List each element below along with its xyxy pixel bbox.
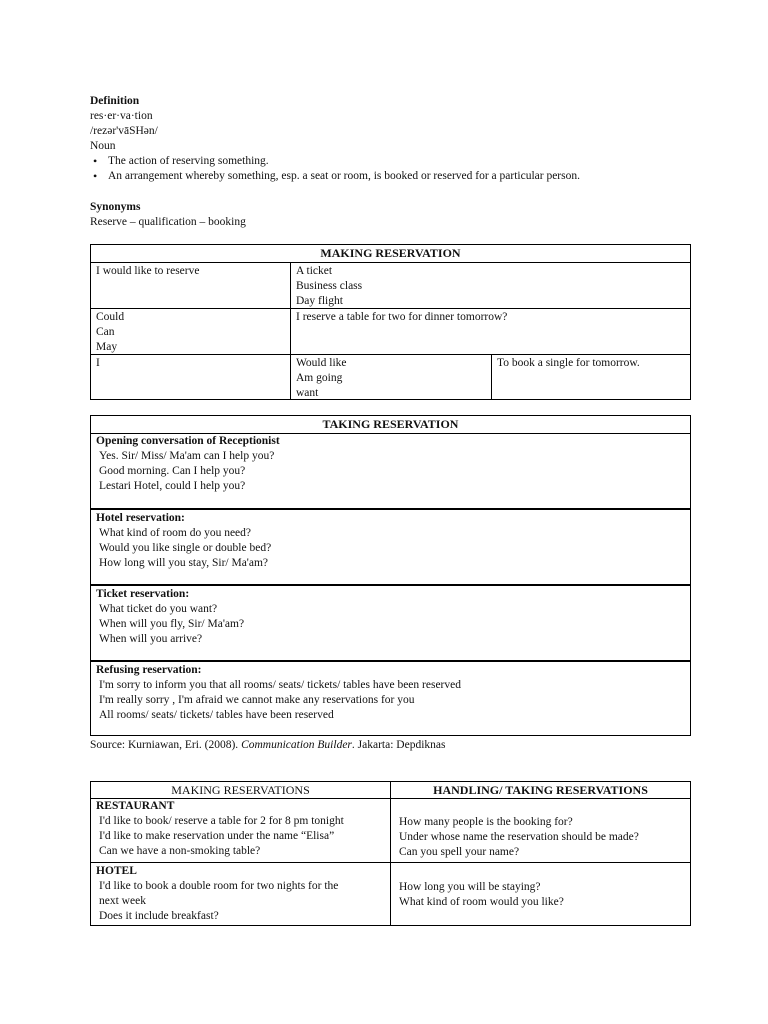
making-row2-left: Could Can May (96, 311, 125, 353)
making-row3-right: To book a single for tomorrow. (497, 357, 640, 369)
making-row2-right: I reserve a table for two for dinner tomorrow? (296, 311, 508, 323)
definition-section (90, 94, 580, 184)
hotel-heading: HOTEL (96, 865, 137, 877)
handling-header-right: HANDLING/ TAKING RESERVATIONS (433, 783, 648, 797)
restaurant-heading: RESTAURANT (96, 800, 175, 812)
taking-reservation-table (90, 415, 691, 736)
source-title: Communication Builder (241, 739, 352, 751)
making-row1-left: I would like to reserve (96, 265, 200, 277)
definition-bullets (90, 154, 580, 184)
synonyms-heading: Synonyms (90, 201, 141, 213)
definition-heading: Definition (90, 95, 140, 107)
hotel-handling-cell: How long you will be staying? What kind of room would you like? (399, 881, 564, 908)
handling-header-left: MAKING RESERVATIONS (171, 783, 310, 797)
definition-word: res·er·va·tion (90, 110, 153, 122)
handling-reservations-table (90, 781, 691, 926)
source-citation: Source: Kurniawan, Eri. (2008). Communication Builder. Jakarta: Depdiknas (90, 739, 446, 751)
making-reservation-table (90, 244, 691, 400)
synonyms-text: Reserve – qualification – booking (90, 216, 246, 228)
definition-pos: Noun (90, 140, 116, 152)
restaurant-making-cell: RESTAURANT I'd like to book/ reserve a table for 2 for 8 pm tonight I'd like to make reservation under the name “Elisa” Can we have a non-smoking table? (91, 798, 390, 860)
taking-section-opening: Opening conversation of Receptionist Yes. Sir/ Miss/ Ma'am can I help you? Good morning. Can I help you? Lestari Hotel, could I help you? (96, 435, 280, 492)
restaurant-handling-cell: How many people is the booking for? Under whose name the reservation should be made? Can you spell your name? (399, 816, 639, 858)
taking-section-hotel: Hotel reservation: What kind of room do you need? Would you like single or double bed? How long will you stay, Sir/ Ma'am? (96, 512, 272, 569)
taking-section-ticket: Ticket reservation: What ticket do you want? When will you fly, Sir/ Ma'am? When will you arrive? (96, 588, 245, 645)
definition-bullet: • An arrangement whereby something, esp. a seat or room, is booked or reserved for a particular person. (90, 169, 580, 184)
hotel-making-cell: HOTEL I'd like to book a double room for two nights for the next week Does it include breakfast? (91, 863, 390, 925)
definition-bullet: • The action of reserving something. (90, 154, 580, 169)
making-table-title: MAKING RESERVATION (320, 246, 461, 260)
definition-pronunciation: /rezər'vāSHən/ (90, 125, 158, 137)
making-row1-right: A ticket Business class Day flight (296, 265, 363, 307)
making-row3-middle: Would like Am going want (296, 357, 347, 399)
taking-section-refusing: Refusing reservation: I'm sorry to inform you that all rooms/ seats/ tickets/ tables have been reserved I'm really sorry , I'm afraid we cannot make any reservations for you All rooms/ seats/ tickets/ tables have been reserved (96, 664, 461, 721)
synonyms-section (90, 200, 246, 230)
taking-table-title: TAKING RESERVATION (322, 417, 459, 431)
making-row3-left: I (96, 357, 100, 369)
